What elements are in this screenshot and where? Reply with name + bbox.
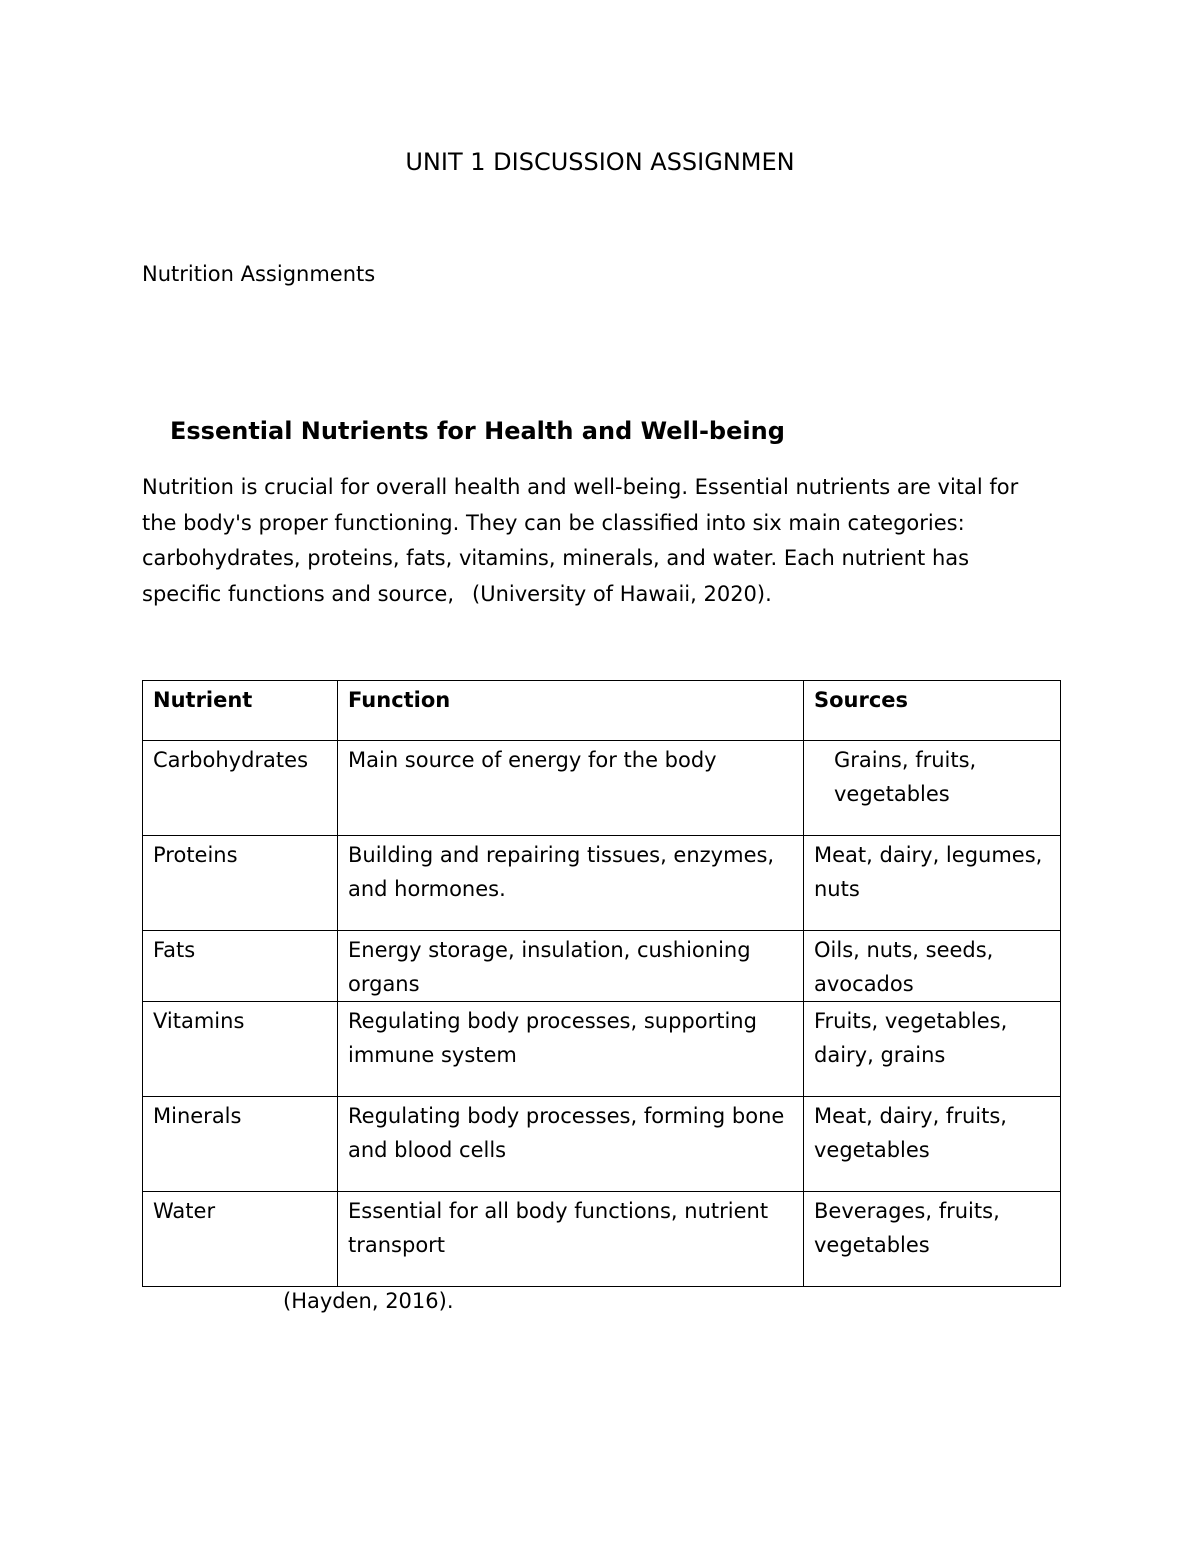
table-row	[143, 1002, 1061, 1097]
function-cell: Essential for all body functions, nutrient transport	[338, 1192, 804, 1287]
table-row	[143, 1192, 1061, 1287]
table-header-row	[143, 681, 1061, 741]
table-row	[143, 836, 1061, 931]
function-cell: Regulating body processes, forming bone and blood cells	[338, 1097, 804, 1192]
nutrient-cell: Carbohydrates	[143, 741, 338, 836]
nutrient-cell: Minerals	[143, 1097, 338, 1192]
function-cell: Building and repairing tissues, enzymes, and hormones.	[338, 836, 804, 931]
nutrient-cell: Proteins	[143, 836, 338, 931]
sources-text: Grains, fruits, vegetables	[834, 748, 977, 806]
nutrient-cell: Fats	[143, 931, 338, 1002]
header-sources: Sources	[804, 681, 1061, 741]
table-row	[143, 931, 1061, 1002]
nutrient-table	[142, 680, 1061, 1287]
function-cell: Main source of energy for the body	[338, 741, 804, 836]
nutrient-cell: Vitamins	[143, 1002, 338, 1097]
function-cell: Regulating body processes, supporting immune system	[338, 1002, 804, 1097]
sources-cell: Oils, nuts, seeds, avocados	[804, 931, 1061, 1002]
header-function: Function	[338, 681, 804, 741]
table-row	[143, 1097, 1061, 1192]
intro-citation: (University of Hawaii, 2020).	[472, 581, 772, 606]
table-citation: (Hayden, 2016).	[283, 1289, 454, 1313]
nutrient-cell: Water	[143, 1192, 338, 1287]
intro-text: Nutrition is crucial for overall health and well-being. Essential nutrients are vital for the body's proper functioning. They can be classified into six main categories: carbohydrates, proteins, fats, vitamins, minerals, and water. Each nutrient has specific functions and source,	[142, 475, 1019, 606]
page-title: UNIT 1 DISCUSSION ASSIGNMEN	[405, 148, 795, 176]
table-row	[143, 741, 1061, 836]
document-subtitle: Nutrition Assignments	[142, 262, 376, 286]
section-heading: Essential Nutrients for Health and Well-being	[170, 417, 785, 445]
sources-cell: Meat, dairy, fruits, vegetables	[804, 1097, 1061, 1192]
intro-paragraph	[142, 470, 1052, 612]
function-cell: Energy storage, insulation, cushioning organs	[338, 931, 804, 1002]
sources-cell: Beverages, fruits, vegetables	[804, 1192, 1061, 1287]
sources-cell: Meat, dairy, legumes, nuts	[804, 836, 1061, 931]
header-nutrient: Nutrient	[143, 681, 338, 741]
sources-cell: Fruits, vegetables, dairy, grains	[804, 1002, 1061, 1097]
sources-cell	[804, 741, 1061, 836]
